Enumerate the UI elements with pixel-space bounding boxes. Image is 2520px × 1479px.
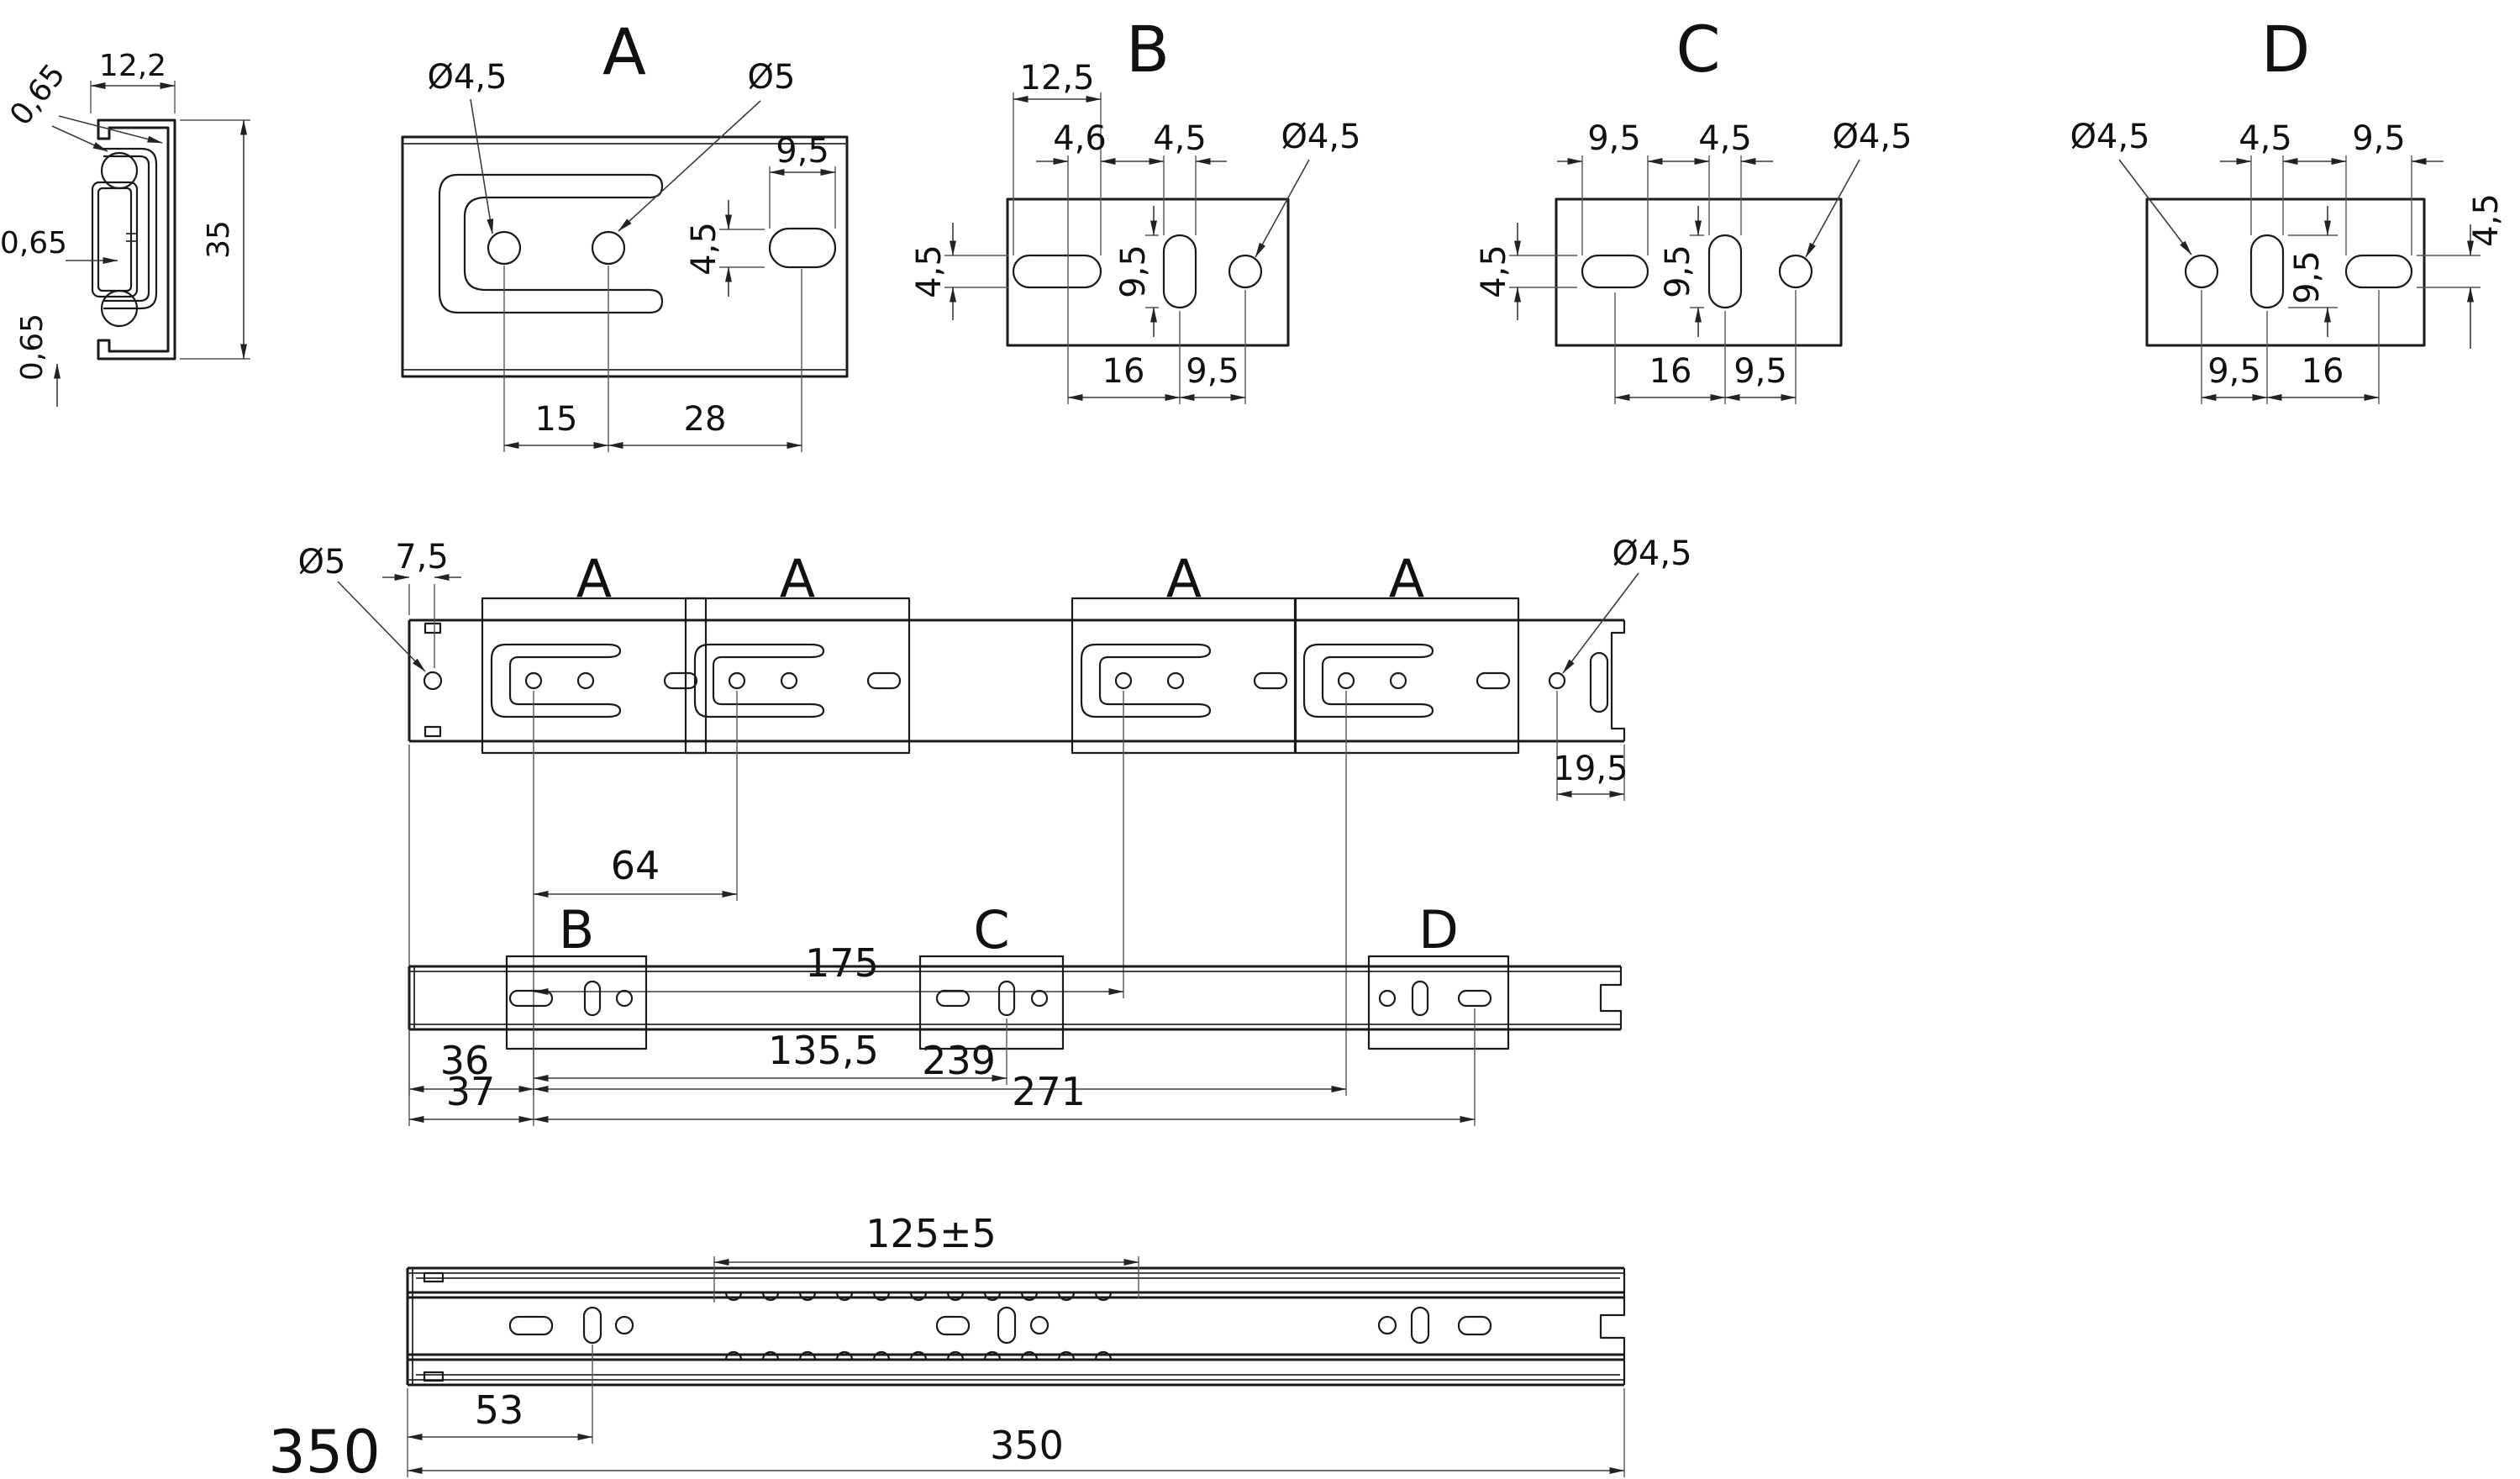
dim-total: 350 [990,1423,1064,1468]
dim-slot-len: 9,5 [776,132,829,171]
detail-a-title: A [602,14,646,89]
label-a3: A [1165,548,1202,609]
dim-slot-h: 4,5 [685,222,723,276]
u-slot [439,175,662,313]
h-slot [2346,255,2412,287]
detail-a-view [402,14,847,452]
dim-slot-len: 9,5 [1587,119,1641,158]
hole-5-left [424,672,441,689]
dim-vslot-w: 4,5 [1153,119,1207,158]
tab-bottom [425,727,440,736]
inner-member-inner [98,188,131,291]
dim-retainer: 125±5 [865,1211,997,1256]
dim-p1: 53 [474,1387,524,1433]
dim-thickness-top: 0,65 [3,57,72,133]
c-vslot [999,982,1014,1015]
detail-c-view [1475,12,1912,404]
dim-thickness-mid: 0,65 [0,226,68,261]
detail-d-dimensions [2070,118,2506,404]
dim-offset: 4,6 [1053,119,1107,158]
hole [2186,255,2217,287]
dim-width: 12,2 [98,49,167,83]
dim-p1: 135,5 [768,1028,879,1073]
detail-b-dimensions [910,59,1361,404]
d-hslot [1459,1317,1491,1334]
dim-slot-h: 4,5 [910,245,949,298]
d-hole [1380,991,1395,1006]
b-hslot [510,1317,552,1334]
dim-height: 35 [202,220,236,259]
dim-pitch1: 16 [1649,352,1692,391]
detail-c-title: C [1676,12,1721,87]
dim-p4: 36 [439,1038,490,1083]
oval-slot [770,229,835,267]
dim-vslot-w: 4,5 [2239,119,2292,158]
b-hole [617,991,632,1006]
h-slot [1013,255,1101,287]
dim-slot-h: 4,5 [2467,193,2506,247]
h-slot [1582,255,1648,287]
rail-body [409,620,1624,741]
c-hole [1031,1317,1048,1334]
detail-d-view [2070,12,2506,404]
detail-d-title: D [2260,12,2311,87]
label-a4: A [1388,548,1425,609]
dim-p2: 37 [445,1069,496,1114]
v-slot [2251,235,2283,308]
detail-a-dimensions [427,58,835,452]
cross-section-dimensions [0,49,250,407]
detail-c-dimensions [1475,118,1912,404]
leader-hole: Ø4,5 [1281,118,1361,156]
leader-hole: Ø4,5 [2070,118,2150,156]
tab-top [425,624,440,633]
cross-section-view [0,49,250,407]
dim-slot-len: 12,5 [1019,59,1095,97]
callout-d [1369,956,1508,1049]
callout-b [507,956,646,1049]
dim-offset-left: 7,5 [395,538,449,576]
c-hslot [937,1317,969,1334]
b-hslot [510,991,552,1006]
dim-pitch2: 9,5 [1733,352,1787,391]
rail-right-end-notch [1601,966,1621,1029]
right-end-notch [1601,1268,1624,1385]
dim-p2: 175 [805,940,879,986]
dim-p1: 64 [610,843,660,888]
leader-hole-right: Ø4,5 [1612,534,1692,573]
d-hole [1379,1317,1396,1334]
dim-vslot-h: 9,5 [2288,250,2327,304]
v-slot [1164,235,1196,308]
dim-p3: 271 [1012,1069,1086,1114]
rail-right-end [1612,620,1624,741]
b-vslot [585,982,600,1015]
dim-vslot-w: 4,5 [1698,119,1752,158]
hole-4_5-right [1549,673,1565,688]
hole-5 [592,232,624,264]
dim-pitch2: 9,5 [1186,352,1239,391]
rail-pattern-bcd-view [409,899,1621,1126]
clip-top [424,1273,443,1282]
d-vslot [1412,1308,1428,1343]
dim-pitch1: 16 [1102,352,1145,391]
label-a2: A [779,548,816,609]
c-hole [1032,991,1047,1006]
detail-b-title: B [1125,12,1171,87]
c-vslot [998,1308,1015,1343]
hole [1780,255,1812,287]
d-vslot [1413,982,1428,1015]
b-vslot [584,1308,601,1343]
leader-hole: Ø4,5 [1832,118,1912,156]
callout-c [920,956,1063,1049]
label-c: C [973,899,1010,961]
v-slot [1709,235,1741,308]
dim-p3: 239 [922,1038,996,1083]
dim-vslot-h: 9,5 [1659,245,1697,298]
dim-vslot-h: 9,5 [1114,245,1153,298]
dim-pitch2: 28 [683,400,727,439]
dim-offset-right: 19,5 [1553,750,1628,788]
assembly-view [268,1211,1624,1479]
leader-hole1: Ø4,5 [427,58,508,97]
assembly-dimensions [408,1211,1624,1477]
detail-b-view [910,12,1361,404]
dim-pitch1: 15 [534,400,578,439]
label-a1: A [576,548,613,609]
leader-hole2: Ø5 [747,58,796,97]
hole [1229,255,1261,287]
intermediate-member-inner [103,156,149,301]
label-d: D [1418,899,1459,961]
dim-slot-h: 4,5 [1475,245,1513,298]
dim-thickness-bottom: 0,65 [15,313,50,382]
dim-slot-len: 9,5 [2352,119,2406,158]
dim-pitch1: 9,5 [2207,352,2261,391]
end-hook-cutout [1591,653,1607,712]
c-hslot [937,991,969,1006]
leader-hole-left: Ø5 [297,543,346,582]
b-hole [616,1317,633,1334]
label-b: B [558,899,595,961]
d-hslot [1459,991,1491,1006]
hole-4_5 [488,232,520,264]
dim-pitch2: 16 [2301,352,2344,391]
slide-length-label: 350 [268,1418,381,1479]
plate-d [2147,199,2424,345]
